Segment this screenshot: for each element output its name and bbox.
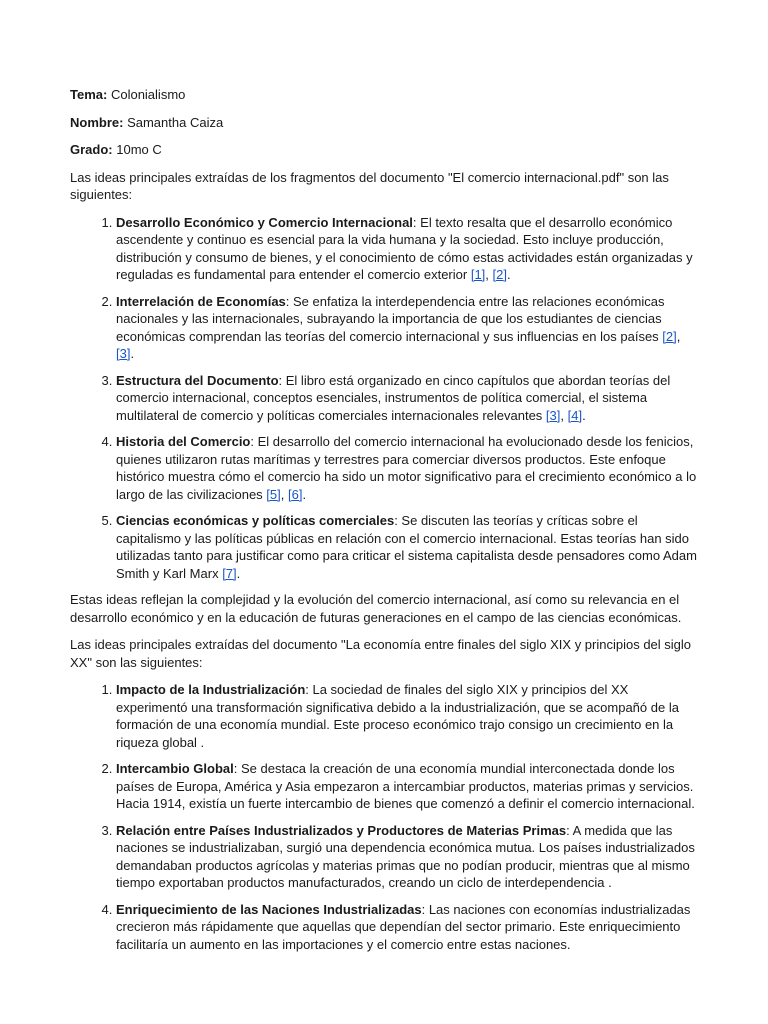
citation-link[interactable]: [1] — [470, 267, 486, 282]
nombre-line — [70, 114, 698, 132]
item-title: Enriquecimiento de las Naciones Industrializadas — [116, 901, 422, 917]
item-title: Interrelación de Economías — [116, 293, 286, 309]
citation-separator: , — [280, 486, 288, 502]
item-end: . — [302, 486, 307, 502]
tema-value: Colonialismo — [110, 87, 186, 102]
grado-line — [70, 141, 698, 159]
list-item — [116, 681, 698, 751]
item-end: . — [507, 267, 511, 282]
citation-link[interactable]: [4] — [567, 407, 583, 423]
citation-separator: , — [560, 407, 568, 423]
item-title: Impacto de la Industrialización — [116, 682, 306, 697]
item-text: : El desarrollo del comercio internacional ha evolucionado desde los fenicios, quienes utilizaron rutas marítimas y terrestres para comerciar diversos productos. Este enfoque histórico muestra cómo el comercio ha sido un motor significativo para el crecimiento económico a lo largo de las civilizaciones — [116, 434, 697, 502]
grado-value: 10mo C — [116, 142, 162, 157]
section1-list — [70, 214, 698, 583]
tema-line — [70, 86, 698, 104]
item-text: : A medida que las naciones se industrializaban, surgió una dependencia económica mutua. Los países industrializados demandaban productos agrícolas y materias primas que no podían producir, mientras que al mismo tiempo exportaban productos manufacturados, creando un ciclo de interdependencia . — [116, 822, 695, 890]
list-item — [116, 372, 698, 425]
citation-separator: , — [676, 328, 681, 344]
list-item — [116, 822, 698, 892]
nombre-value: Samantha Caiza — [127, 114, 224, 130]
item-end: . — [130, 346, 135, 361]
item-title: Relación entre Países Industrializados y Productores de Materias Primas — [116, 822, 567, 838]
citation-link[interactable]: [2] — [662, 328, 677, 344]
item-end: . — [582, 407, 586, 423]
item-text: : La sociedad de finales del siglo XIX y principios del XX experimentó una transformación significativa debido a la industrialización, que se acompañó de la formación de una economía mundial. Este proceso económico trajo consigo un crecimiento en la riqueza global . — [116, 682, 679, 750]
list-item — [116, 760, 698, 813]
list-item — [116, 433, 698, 503]
list-item — [116, 293, 698, 363]
item-title: Estructura del Documento — [116, 372, 279, 388]
grado-label: Grado: — [70, 142, 113, 157]
item-title: Historia del Comercio — [116, 434, 251, 449]
item-text: : El texto resalta que el desarrollo económico ascendente y continuo es esencial para la vida humana y la sociedad. Esto incluye producción, distribución y consumo de bienes, y el conocimiento de cómo estas actividades están organizadas y reguladas es fundamental para entender el comercio exterior — [116, 214, 693, 282]
item-text: : Se discuten las teorías y críticas sobre el capitalismo y las políticas públicas en relación con el comercio internacional. Estas teorías han sido utilizadas tanto para justificar como para criticar el sistema capitalista desde pensadores como Adam Smith y Karl Marx — [116, 513, 697, 581]
citation-link[interactable]: [6] — [288, 486, 303, 502]
citation-link[interactable]: [5] — [266, 486, 281, 502]
item-text: : Las naciones con economías industrializadas crecieron más rápidamente que aquellas que dependían del sector primario. Este enriquecimiento facilitaría un aumento en las importaciones y el comercio entre estas naciones. — [116, 901, 691, 952]
citation-separator: , — [485, 267, 493, 282]
list-item — [116, 901, 698, 954]
item-text: : El libro está organizado en cinco capítulos que abordan teorías del comercio internacional, conceptos esenciales, instrumentos de política comercial, el sistema multilateral de comercio y políticas comerciales internacionales relevantes — [116, 372, 671, 423]
item-title: Intercambio Global — [116, 761, 234, 776]
citation-link[interactable]: [7] — [222, 565, 237, 581]
nombre-label: Nombre: — [70, 114, 124, 130]
list-item — [116, 512, 698, 582]
list-item — [116, 214, 698, 284]
section2-intro: Las ideas principales extraídas del documento "La economía entre finales del siglo XIX y principios del siglo XX" son las siguientes: — [70, 637, 692, 670]
section1-closing: Estas ideas reflejan la complejidad y la evolución del comercio internacional, así como su relevancia en el desarrollo económico y en la educación de futuras generaciones en el campo de las ciencias económicas. — [70, 592, 682, 625]
citation-link[interactable]: [3] — [116, 346, 131, 361]
section2-list — [70, 681, 698, 953]
citation-link[interactable]: [3] — [545, 407, 561, 423]
item-text: : Se destaca la creación de una economía mundial interconectada donde los países de Europa, América y Asia empezaron a intercambiar productos, materias primas y servicios. Hacia 1914, existía un fuerte intercambio de bienes que comenzó a definir el comercio internacional. — [116, 761, 695, 811]
item-title: Desarrollo Económico y Comercio Internacional — [116, 214, 413, 230]
section1-intro: Las ideas principales extraídas de los fragmentos del documento "El comercio internacional.pdf" son las siguientes: — [70, 169, 669, 202]
tema-label: Tema: — [70, 87, 108, 102]
item-end: . — [236, 565, 241, 581]
citation-link[interactable]: [2] — [492, 267, 507, 282]
item-title: Ciencias económicas y políticas comerciales — [116, 513, 395, 528]
item-text: : Se enfatiza la interdependencia entre las relaciones económicas nacionales y las internacionales, subrayando la importancia de que los estudiantes de ciencias económicas comprendan las teorías del comercio internacional y sus influencias en los países — [116, 293, 665, 344]
